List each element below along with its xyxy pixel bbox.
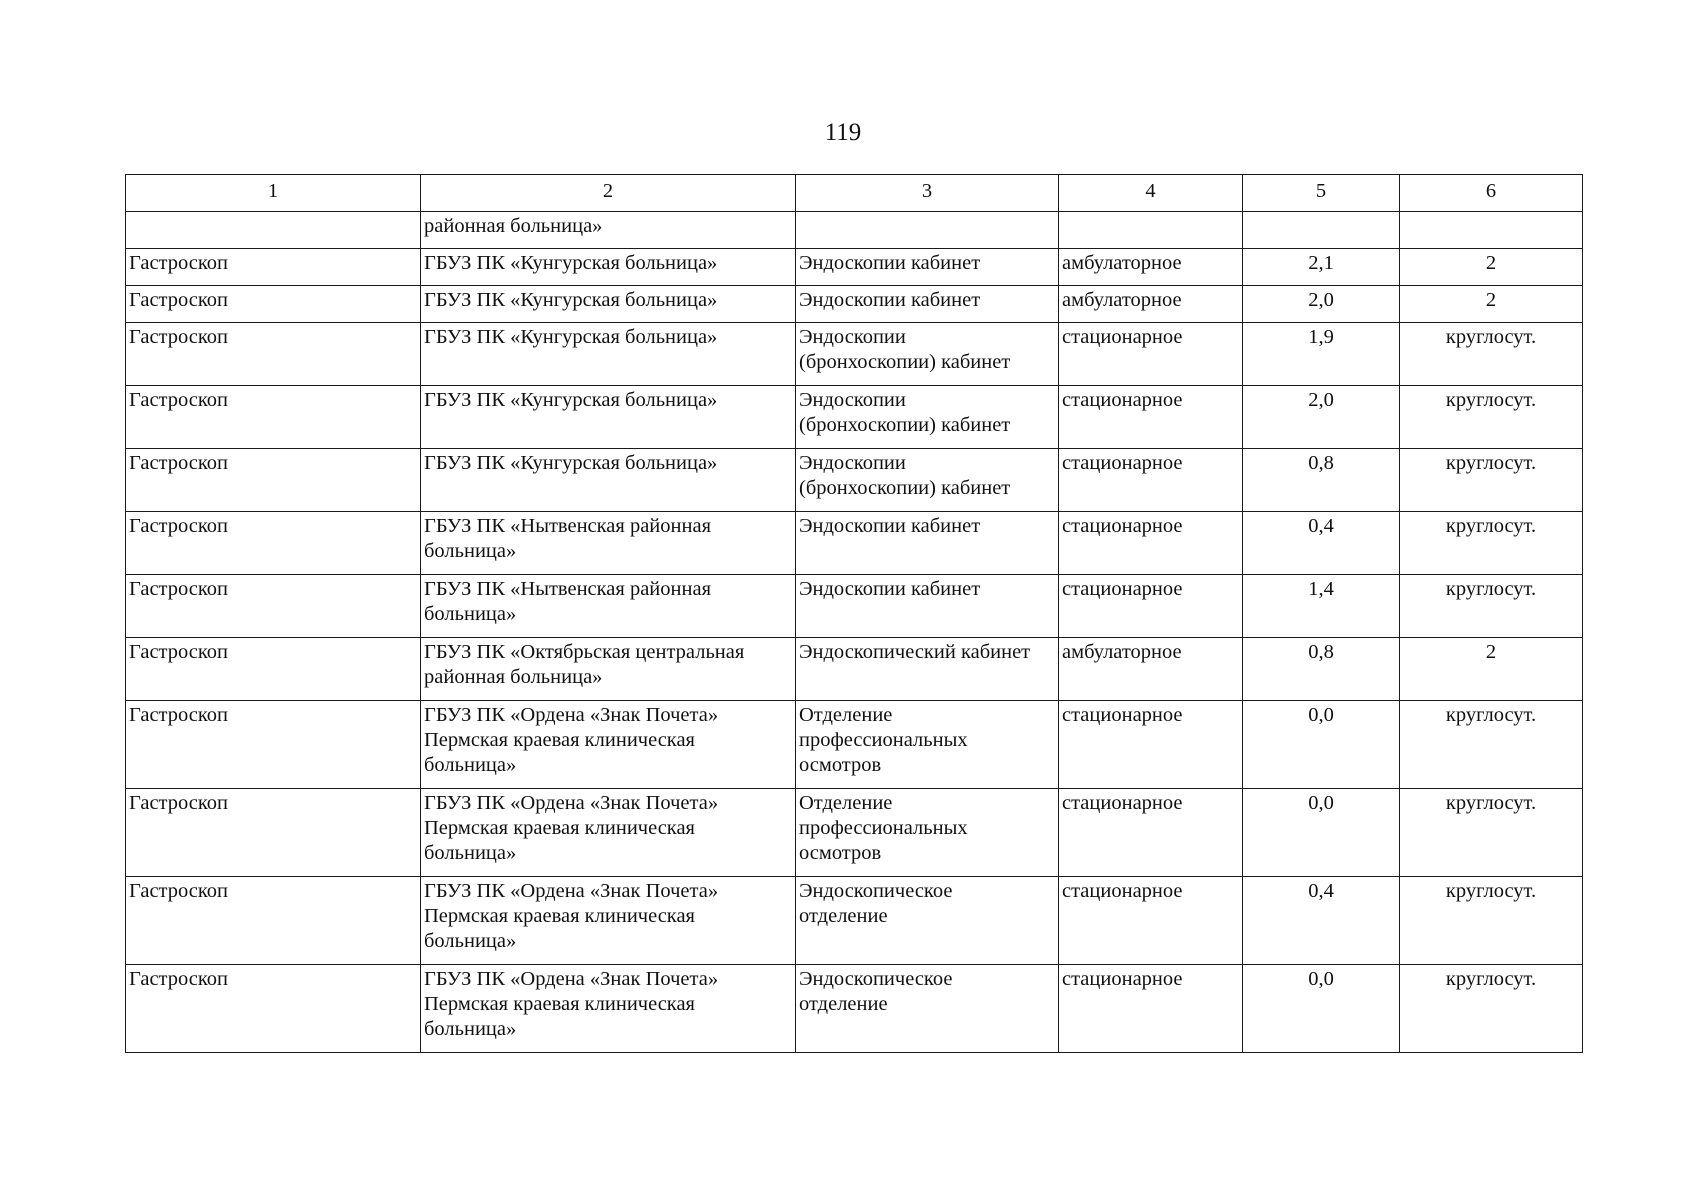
care-type-cell: стационарное [1059, 323, 1243, 386]
institution-cell: ГБУЗ ПК «Кунгурская больница» [421, 249, 796, 286]
value-cell: 1,4 [1243, 575, 1400, 638]
value-cell: 0,8 [1243, 449, 1400, 512]
table-row [126, 575, 1583, 638]
department-cell: Эндоскопии кабинет [796, 575, 1059, 638]
equipment-cell: Гастроскоп [126, 965, 421, 1053]
value-cell: 0,0 [1243, 789, 1400, 877]
care-type-cell: стационарное [1059, 386, 1243, 449]
institution-cell: районная больница» [421, 212, 796, 249]
shift-cell [1400, 212, 1583, 249]
header-cell-5: 5 [1243, 175, 1400, 212]
shift-cell: круглосут. [1400, 789, 1583, 877]
value-cell: 2,0 [1243, 386, 1400, 449]
table-row [126, 212, 1583, 249]
table-row [126, 249, 1583, 286]
equipment-cell [126, 212, 421, 249]
table-row [126, 386, 1583, 449]
table-header-row [126, 175, 1583, 212]
department-cell: Отделение профессиональных осмотров [796, 701, 1059, 789]
department-cell: Отделение профессиональных осмотров [796, 789, 1059, 877]
shift-cell: круглосут. [1400, 386, 1583, 449]
department-cell: Эндоскопии (бронхоскопии) кабинет [796, 449, 1059, 512]
shift-cell: 2 [1400, 286, 1583, 323]
institution-cell: ГБУЗ ПК «Ордена «Знак Почета» Пермская краевая клиническая больница» [421, 965, 796, 1053]
equipment-cell: Гастроскоп [126, 512, 421, 575]
care-type-cell: стационарное [1059, 701, 1243, 789]
institution-cell: ГБУЗ ПК «Кунгурская больница» [421, 286, 796, 323]
institution-cell: ГБУЗ ПК «Ордена «Знак Почета» Пермская краевая клиническая больница» [421, 789, 796, 877]
shift-cell: 2 [1400, 638, 1583, 701]
shift-cell: 2 [1400, 249, 1583, 286]
value-cell [1243, 212, 1400, 249]
table-row [126, 449, 1583, 512]
care-type-cell: стационарное [1059, 575, 1243, 638]
institution-cell: ГБУЗ ПК «Ордена «Знак Почета» Пермская краевая клиническая больница» [421, 877, 796, 965]
value-cell: 0,4 [1243, 877, 1400, 965]
care-type-cell: стационарное [1059, 877, 1243, 965]
value-cell: 1,9 [1243, 323, 1400, 386]
equipment-table [125, 174, 1583, 1053]
care-type-cell [1059, 212, 1243, 249]
institution-cell: ГБУЗ ПК «Кунгурская больница» [421, 323, 796, 386]
table-row [126, 512, 1583, 575]
table-row [126, 638, 1583, 701]
shift-cell: круглосут. [1400, 965, 1583, 1053]
equipment-cell: Гастроскоп [126, 249, 421, 286]
department-cell: Эндоскопии кабинет [796, 249, 1059, 286]
institution-cell: ГБУЗ ПК «Нытвенская районная больница» [421, 575, 796, 638]
table-row [126, 965, 1583, 1053]
equipment-cell: Гастроскоп [126, 386, 421, 449]
department-cell [796, 212, 1059, 249]
care-type-cell: амбулаторное [1059, 286, 1243, 323]
institution-cell: ГБУЗ ПК «Кунгурская больница» [421, 449, 796, 512]
value-cell: 0,0 [1243, 701, 1400, 789]
equipment-cell: Гастроскоп [126, 575, 421, 638]
table-row [126, 323, 1583, 386]
department-cell: Эндоскопический кабинет [796, 638, 1059, 701]
equipment-cell: Гастроскоп [126, 638, 421, 701]
equipment-cell: Гастроскоп [126, 286, 421, 323]
department-cell: Эндоскопии (бронхоскопии) кабинет [796, 323, 1059, 386]
care-type-cell: амбулаторное [1059, 249, 1243, 286]
header-cell-1: 1 [126, 175, 421, 212]
value-cell: 0,0 [1243, 965, 1400, 1053]
table-row [126, 877, 1583, 965]
shift-cell: круглосут. [1400, 323, 1583, 386]
shift-cell: круглосут. [1400, 701, 1583, 789]
department-cell: Эндоскопическое отделение [796, 877, 1059, 965]
equipment-cell: Гастроскоп [126, 449, 421, 512]
institution-cell: ГБУЗ ПК «Октябрьская центральная районная больница» [421, 638, 796, 701]
shift-cell: круглосут. [1400, 877, 1583, 965]
care-type-cell: стационарное [1059, 965, 1243, 1053]
equipment-cell: Гастроскоп [126, 323, 421, 386]
shift-cell: круглосут. [1400, 449, 1583, 512]
department-cell: Эндоскопии кабинет [796, 512, 1059, 575]
table-row [126, 789, 1583, 877]
department-cell: Эндоскопии (бронхоскопии) кабинет [796, 386, 1059, 449]
department-cell: Эндоскопическое отделение [796, 965, 1059, 1053]
institution-cell: ГБУЗ ПК «Ордена «Знак Почета» Пермская краевая клиническая больница» [421, 701, 796, 789]
institution-cell: ГБУЗ ПК «Кунгурская больница» [421, 386, 796, 449]
header-cell-2: 2 [421, 175, 796, 212]
page-number: 119 [824, 119, 862, 146]
department-cell: Эндоскопии кабинет [796, 286, 1059, 323]
table-row [126, 701, 1583, 789]
institution-cell: ГБУЗ ПК «Нытвенская районная больница» [421, 512, 796, 575]
care-type-cell: стационарное [1059, 449, 1243, 512]
care-type-cell: стационарное [1059, 789, 1243, 877]
value-cell: 0,8 [1243, 638, 1400, 701]
equipment-cell: Гастроскоп [126, 789, 421, 877]
care-type-cell: стационарное [1059, 512, 1243, 575]
value-cell: 0,4 [1243, 512, 1400, 575]
shift-cell: круглосут. [1400, 512, 1583, 575]
header-cell-6: 6 [1400, 175, 1583, 212]
table-row [126, 286, 1583, 323]
value-cell: 2,1 [1243, 249, 1400, 286]
care-type-cell: амбулаторное [1059, 638, 1243, 701]
shift-cell: круглосут. [1400, 575, 1583, 638]
equipment-cell: Гастроскоп [126, 877, 421, 965]
equipment-cell: Гастроскоп [126, 701, 421, 789]
header-cell-3: 3 [796, 175, 1059, 212]
value-cell: 2,0 [1243, 286, 1400, 323]
header-cell-4: 4 [1059, 175, 1243, 212]
